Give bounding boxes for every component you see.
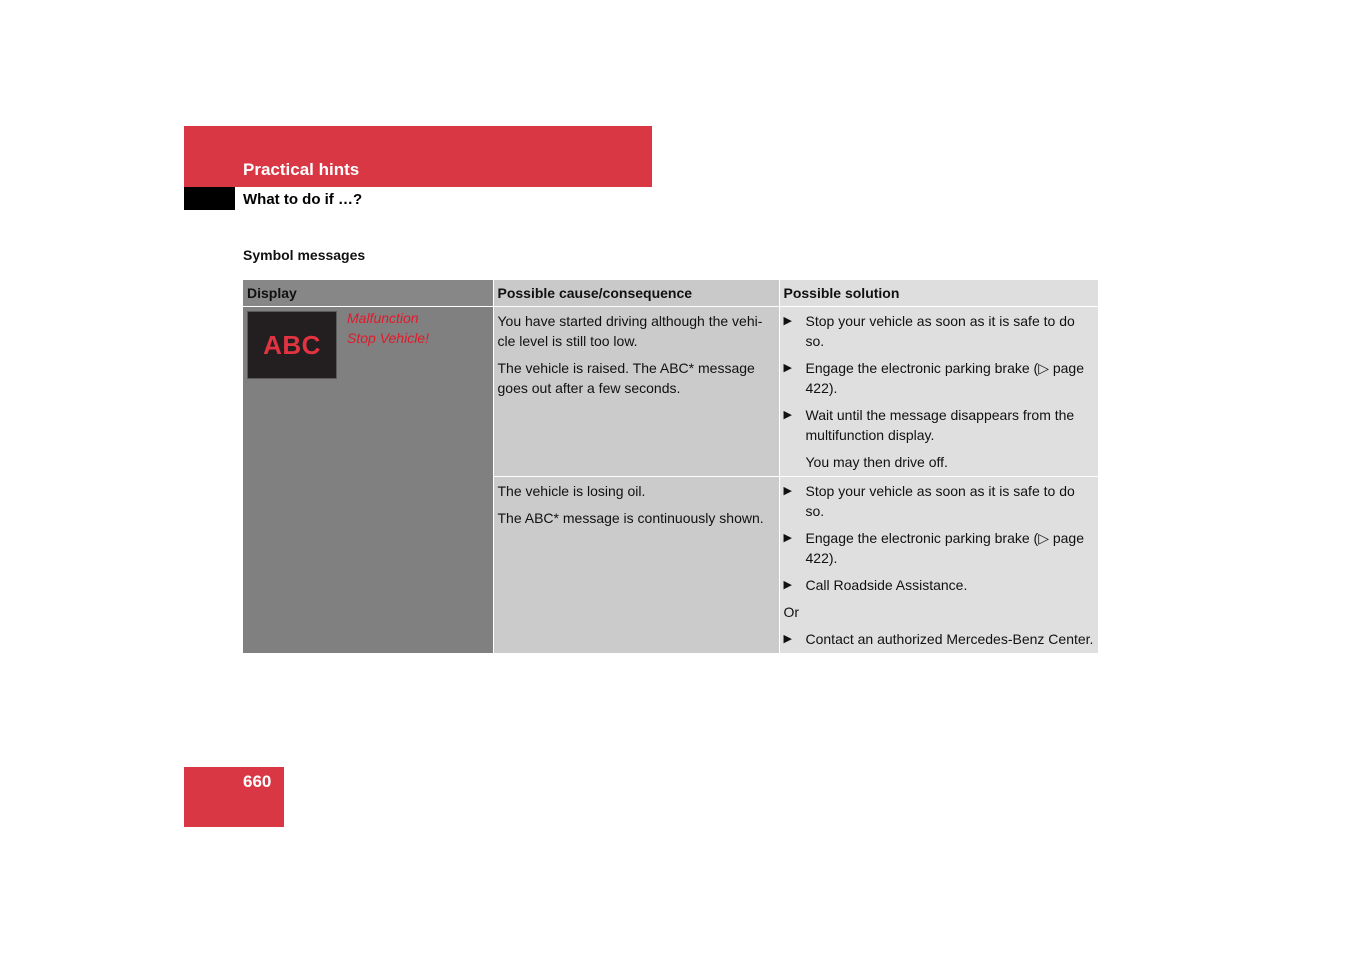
solution-step: ▶ Contact an authorized Mercedes-Benz Center.: [783, 631, 1094, 647]
display-message: [347, 308, 429, 348]
section-marker: [184, 187, 235, 210]
header-cause: Possible cause/consequence: [493, 280, 779, 307]
display-message-line-2: Stop Vehicle!: [347, 330, 429, 346]
bullet-arrow-icon: ▶: [783, 409, 792, 421]
abc-symbol-text: ABC: [263, 330, 321, 360]
table-caption: Symbol messages: [243, 247, 366, 263]
solution-step: ▶ Call Roadside Assistance.: [783, 577, 968, 593]
solution-cell: [779, 307, 1098, 477]
symbol-messages-table: [243, 280, 1098, 653]
page-number: 660: [243, 772, 272, 791]
cause-cell: [493, 307, 779, 477]
table-row: [243, 307, 1098, 477]
or-label: Or: [783, 604, 800, 620]
display-message-line-1: Malfunction: [347, 310, 419, 326]
solution-step: ▶ Engage the electronic parking brake (▷ page 422).: [783, 530, 1084, 566]
header-solution: Possible solution: [779, 280, 1098, 307]
solution-cell: [779, 477, 1098, 654]
bullet-arrow-icon: ▶: [783, 315, 792, 327]
solution-step: ▶ Wait until the message disappears from the multifunction display.: [783, 407, 1075, 443]
cause-text: The ABC* message is continuously shown.: [497, 510, 764, 526]
section-subtitle: What to do if …?: [243, 191, 363, 208]
abc-warning-icon: [247, 311, 337, 379]
cause-text: You have started driving although the vehi-cle level is still too low.: [497, 313, 763, 349]
bullet-arrow-icon: ▶: [783, 532, 792, 544]
table-header-row: [243, 280, 1098, 307]
cause-text: The vehicle is raised. The ABC* message goes out after a few seconds.: [497, 360, 755, 396]
solution-step: ▶ Engage the electronic parking brake (▷ page 422).: [783, 360, 1084, 396]
bullet-arrow-icon: ▶: [783, 485, 792, 497]
chapter-title: Practical hints: [243, 160, 360, 179]
cause-cell: [493, 477, 779, 654]
solution-note: You may then drive off.: [805, 454, 948, 470]
cause-text: The vehicle is losing oil.: [497, 483, 646, 499]
solution-step: ▶ Stop your vehicle as soon as it is safe to do so.: [783, 483, 1075, 519]
solution-step: ▶ Stop your vehicle as soon as it is safe to do so.: [783, 313, 1075, 349]
header-display: Display: [243, 280, 493, 307]
bullet-arrow-icon: ▶: [783, 579, 792, 591]
bullet-arrow-icon: ▶: [783, 362, 792, 374]
bullet-arrow-icon: ▶: [783, 633, 792, 645]
display-cell: [243, 307, 493, 654]
